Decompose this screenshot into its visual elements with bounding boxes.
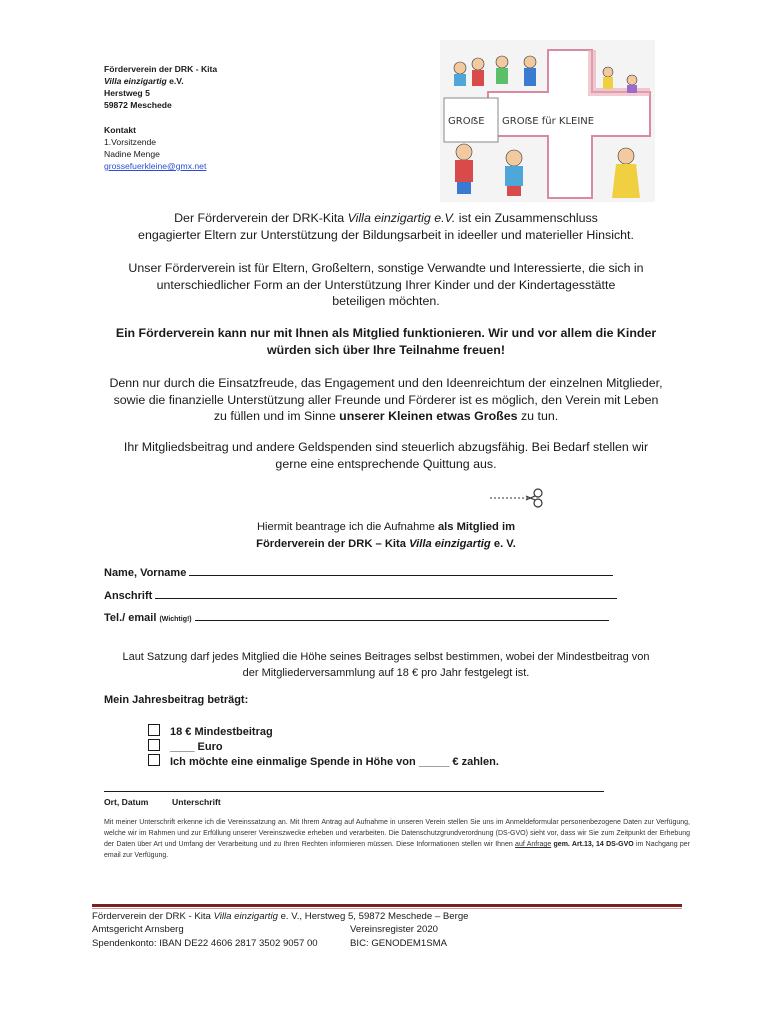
support-paragraph: Denn nur durch die Einsatzfreude, das Engagement und den Ideenreichtum der einzelnen Mitglieder, sowie die finanzielle Unterstützung aller Freunde und Förderer ist es möglich, den Verein mit Leben zu füllen und im Sinne unserer Kleinen etwas Großes zu tun.	[109, 376, 663, 423]
checkbox-custom-amount[interactable]	[148, 739, 160, 751]
signature-label: Unterschrift	[172, 797, 221, 807]
address-field-label: Anschrift	[104, 590, 153, 602]
checkbox-minimum[interactable]	[148, 724, 160, 736]
option-minimum[interactable]: 18 € Mindestbeitrag	[148, 724, 273, 738]
option-custom-amount[interactable]: ____ Euro	[148, 739, 223, 753]
contact-email-link[interactable]: grossefuerkleine@gmx.net	[104, 161, 207, 171]
footer-divider-thin	[92, 908, 682, 909]
address-street: Herstweg 5	[104, 88, 150, 98]
address-city: 59872 Meschede	[104, 100, 172, 110]
option-donation[interactable]: Ich möchte eine einmalige Spende in Höhe von _____ € zahlen.	[148, 754, 499, 768]
checkbox-donation[interactable]	[148, 754, 160, 766]
privacy-request-link[interactable]: auf Anfrage	[515, 841, 552, 848]
tel-email-input-line[interactable]	[195, 619, 609, 621]
statute-note: Laut Satzung darf jedes Mitglied die Höhe seines Beitrages selbst bestimmen, wobei der Mindestbeitrag von der Mitgliederversammlung auf 18 € pro Jahr festgelegt ist.	[122, 651, 650, 679]
footer-court: Amtsgericht Arnsberg	[92, 924, 184, 935]
footer-register: Vereinsregister 2020	[350, 924, 438, 935]
club-logo	[440, 40, 655, 202]
privacy-notice: Mit meiner Unterschrift erkenne ich die Vereinssatzung an. Mit Ihrem Antrag auf Aufnahme in unseren Verein stellen Sie uns im Anmeldeformular personenbezogene Daten zur Verfügung, welche wir im Rahmen und zur Erfüllung unserer Vereinszwecke erheben und verarbeiten. Die Datenschutzgrundverordnung (DS-GVO) sieht vor, dass wir Sie zum Zeitpunkt der Erhebung der Daten über Art und Umfang der Verarbeitung und zu Ihren Rechten informieren müssen. Diese Informationen stellen wir Ihnen auf Anfrage gem. Art.13, 14 DS-GVO im Nachgang per email zur Verfügung.	[104, 819, 691, 859]
contact-heading: Kontakt	[104, 125, 136, 135]
scissors-icon	[488, 487, 548, 509]
tel-email-note: (Wichtig!)	[159, 616, 192, 623]
footer-bank: Spendenkonto: IBAN DE22 4606 2817 3502 9057 00	[92, 938, 318, 949]
footer-address: Förderverein der DRK - Kita Villa einzigartig e. V., Herstweg 5, 59872 Meschede – Berge	[92, 911, 469, 922]
sender-address	[104, 63, 217, 111]
membership-appeal: Ein Förderverein kann nur mit Ihnen als Mitglied funktionieren. Wir und vor allem die Kinder würden sich über Ihre Teilnahme freuen!	[115, 326, 657, 357]
address-line-2: Villa einzigartig e.V.	[104, 76, 184, 86]
name-field[interactable]	[104, 567, 613, 579]
footer-divider	[92, 904, 682, 907]
tel-email-field[interactable]	[104, 612, 609, 624]
contribution-heading: Mein Jahresbeitrag beträgt:	[104, 694, 249, 706]
application-statement: Hiermit beantrage ich die Aufnahme als Mitglied im Förderverein der DRK – Kita Villa einzigartig e. V.	[256, 521, 516, 550]
name-input-line[interactable]	[189, 574, 613, 576]
contact-role: 1.Vorsitzende	[104, 137, 157, 147]
tel-email-label: Tel./ email	[104, 612, 157, 624]
place-date-label: Ort, Datum	[104, 797, 149, 807]
logo-sign-left: GROẞE	[448, 116, 485, 127]
address-input-line[interactable]	[155, 597, 617, 599]
audience-paragraph: Unser Förderverein ist für Eltern, Großeltern, sonstige Verwandte und Interessierte, die sich in unterschiedlicher Form an der Unterstützung Ihrer Kinder und der Kindertagesstätte beteiligen möchten.	[128, 261, 644, 308]
footer-bic: BIC: GENODEM1SMA	[350, 938, 448, 949]
tax-paragraph: Ihr Mitgliedsbeitrag und andere Geldspenden sind steuerlich abzugsfähig. Bei Bedarf stellen wir gerne eine entsprechende Quittung aus.	[123, 440, 649, 471]
logo-sign-right: GROẞE für KLEINE	[502, 116, 595, 127]
contact-block	[104, 124, 206, 172]
name-field-label: Name, Vorname	[104, 567, 187, 579]
intro-paragraph: Der Förderverein der DRK-Kita Villa einzigartig e.V. ist ein Zusammenschluss engagierter Eltern zur Unterstützung der Bildungsarbeit in ideeller und materieller Hinsicht.	[138, 211, 634, 242]
address-field[interactable]	[104, 590, 617, 602]
address-line-1: Förderverein der DRK - Kita	[104, 64, 218, 74]
signature-line[interactable]	[104, 791, 604, 792]
contact-name: Nadine Menge	[104, 149, 160, 159]
